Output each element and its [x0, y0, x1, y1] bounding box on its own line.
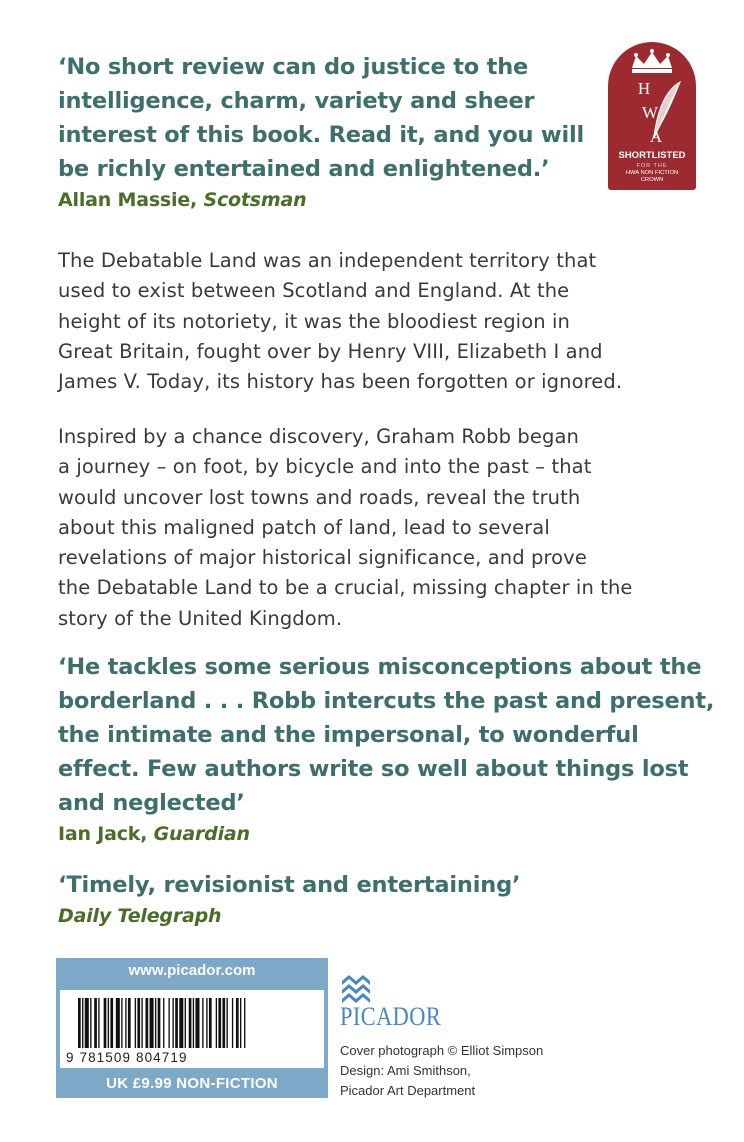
paragraph-line: The Debatable Land was an independent territory that	[58, 249, 597, 272]
barcode-bar	[85, 998, 89, 1048]
badge-status: SHORTLISTED	[618, 150, 686, 161]
barcode-bar	[158, 998, 161, 1048]
review-quote-telegraph	[58, 868, 520, 930]
paragraph-line: James V. Today, its history has been forgotten or ignored.	[58, 370, 623, 394]
barcode-bar	[185, 998, 186, 1048]
svg-text:A: A	[649, 127, 663, 146]
price-category: UK £9.99 NON-FICTION	[106, 1075, 278, 1092]
attribution-author: Ian Jack,	[58, 823, 154, 845]
quote-line: ‘He tackles some serious misconceptions about the	[58, 654, 702, 680]
quote-line: ‘No short review can do justice to the	[58, 54, 529, 80]
attribution-author: Allan Massie,	[58, 189, 204, 211]
paragraph-line: Inspired by a chance discovery, Graham Robb began	[58, 425, 579, 448]
quote-line: effect. Few authors write so well about things lost	[58, 756, 689, 782]
barcode-bar	[244, 998, 245, 1048]
barcode-bar	[232, 998, 233, 1048]
barcode-bar	[189, 998, 192, 1048]
barcode-bar	[137, 998, 140, 1048]
attribution-source: Scotsman	[203, 189, 307, 211]
barcode-box	[60, 990, 324, 1068]
barcode-bar	[90, 998, 91, 1048]
quote-line: ‘Timely, revisionist and entertaining’	[58, 872, 521, 898]
barcode-bar	[82, 998, 83, 1048]
barcode-bar	[209, 998, 212, 1048]
quote-line: be richly entertained and enlightened.’	[58, 156, 550, 182]
paragraph-line: height of its notoriety, it was the bloodiest region in	[58, 309, 570, 333]
review-quote-massie	[58, 50, 584, 214]
barcode-bar	[195, 998, 199, 1048]
barcode-bar	[240, 998, 241, 1048]
quote-attribution	[58, 902, 520, 930]
barcode-bar	[121, 998, 122, 1048]
svg-text:W: W	[641, 103, 659, 122]
barcode-bar	[206, 998, 207, 1048]
barcode-bar	[175, 998, 178, 1048]
quote-line: and neglected’	[58, 790, 245, 816]
barcode-bar	[236, 998, 239, 1048]
barcode-bar	[222, 998, 225, 1048]
attribution-source: Guardian	[153, 823, 250, 845]
paragraph-line: story of the United Kingdom.	[58, 606, 343, 630]
barcode-bar	[216, 998, 217, 1048]
credit-line: Picador Art Department	[340, 1083, 476, 1098]
barcode-bar	[150, 998, 154, 1048]
barcode-bar	[110, 998, 113, 1048]
barcode-bar	[179, 998, 183, 1048]
quote-attribution	[58, 186, 584, 214]
hwa-shortlist-badge	[608, 42, 696, 190]
barcode-bar	[108, 998, 109, 1048]
barcode-bar	[146, 998, 149, 1048]
blurb-paragraph-2	[58, 422, 633, 634]
barcode-bar	[168, 998, 169, 1048]
paragraph-line: a journey – on foot, by bicycle and into the past – that	[58, 455, 592, 479]
paragraph-line: revelations of major historical significance, and prove	[58, 546, 587, 570]
barcode-bar	[104, 998, 107, 1048]
barcode-bar	[116, 998, 120, 1048]
paragraph-line: would uncover lost towns and roads, reveal the truth	[58, 485, 581, 509]
publisher-name: PICADOR	[340, 1002, 442, 1031]
barcode-bar	[78, 998, 81, 1048]
svg-text:H: H	[637, 79, 651, 98]
barcode-bar	[163, 998, 164, 1048]
quote-attribution	[58, 820, 714, 848]
quote-line: the intimate and the impersonal, to wonderful	[58, 722, 639, 748]
barcode-bar	[227, 998, 228, 1048]
barcode-bar	[135, 998, 136, 1048]
blurb-paragraph-1	[58, 246, 622, 397]
cover-credits	[340, 1041, 543, 1101]
barcode-bar	[141, 998, 142, 1048]
barcode-bar	[94, 998, 97, 1048]
barcode-bar	[193, 998, 194, 1048]
quote-line: intelligence, charm, variety and sheer	[58, 88, 535, 114]
badge-award-line1: HWA NON FICTION	[625, 170, 679, 176]
barcode-bar	[218, 998, 221, 1048]
barcode-panel	[56, 958, 328, 1098]
barcode-bar	[202, 998, 203, 1048]
badge-award-line2: CROWN	[640, 177, 664, 183]
paragraph-line: the Debatable Land to be a crucial, missing chapter in the	[58, 576, 633, 600]
credit-line: Design: Ami Smithson,	[340, 1063, 471, 1078]
publisher-url: www.picador.com	[128, 962, 256, 979]
barcode-bar	[155, 998, 156, 1048]
barcode-bar	[173, 998, 174, 1048]
quote-line: interest of this book. Read it, and you will	[58, 122, 585, 148]
isbn-number: 9 781509 804719	[66, 1050, 188, 1065]
barcode-bar	[98, 998, 99, 1048]
picador-logo-icon	[340, 973, 374, 1003]
credit-line: Cover photograph © Elliot Simpson	[340, 1043, 544, 1058]
badge-for-text: FOR THE	[636, 163, 668, 169]
attribution-source: Daily Telegraph	[58, 905, 222, 927]
paragraph-line: about this maligned patch of land, lead to several	[58, 515, 550, 539]
badge-award	[614, 170, 690, 184]
paragraph-line: Great Britain, fought over by Henry VIII, Elizabeth I and	[58, 339, 603, 363]
quote-line: borderland . . . Robb intercuts the past and present,	[58, 688, 715, 714]
barcode-bar	[128, 998, 131, 1048]
review-quote-jack	[58, 650, 714, 848]
barcode-bar	[125, 998, 126, 1048]
paragraph-line: used to exist between Scotland and England. At the	[58, 279, 570, 303]
